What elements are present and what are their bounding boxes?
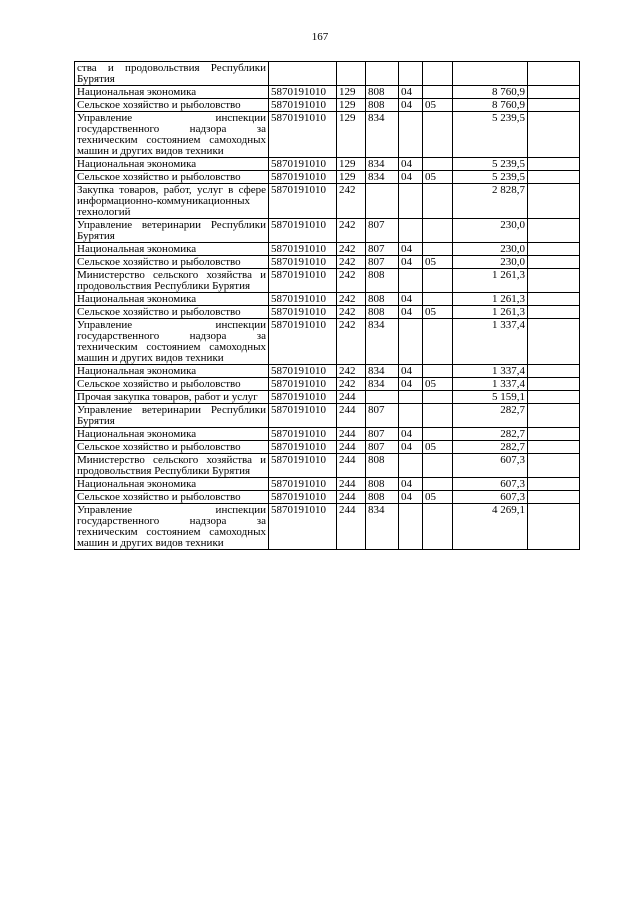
row-name-cell: ства и продовольствия Республики Бурятия xyxy=(75,62,269,86)
table-row xyxy=(75,319,580,365)
expense-type-cell: 244 xyxy=(337,391,366,404)
row-name-cell: Национальная экономика xyxy=(75,293,269,306)
administrator-code-cell: 807 xyxy=(366,243,399,256)
subsection-cell xyxy=(423,391,453,404)
administrator-code-cell xyxy=(366,184,399,219)
extra-cell xyxy=(528,184,580,219)
section-cell xyxy=(399,269,423,293)
expense-type-cell: 244 xyxy=(337,478,366,491)
target-article-cell: 5870191010 xyxy=(269,491,337,504)
subsection-cell: 05 xyxy=(423,256,453,269)
expense-type-cell: 242 xyxy=(337,219,366,243)
table-row xyxy=(75,391,580,404)
amount-cell: 8 760,9 xyxy=(453,99,528,112)
administrator-code-cell: 808 xyxy=(366,478,399,491)
extra-cell xyxy=(528,404,580,428)
table-row xyxy=(75,504,580,550)
target-article-cell: 5870191010 xyxy=(269,184,337,219)
subsection-cell xyxy=(423,319,453,365)
administrator-code-cell: 834 xyxy=(366,158,399,171)
subsection-cell xyxy=(423,86,453,99)
expense-type-cell: 242 xyxy=(337,243,366,256)
target-article-cell xyxy=(269,62,337,86)
subsection-cell: 05 xyxy=(423,99,453,112)
section-cell: 04 xyxy=(399,243,423,256)
extra-cell xyxy=(528,478,580,491)
expense-type-cell: 242 xyxy=(337,184,366,219)
row-name-cell: Управление инспекции государственного надзора за техническим состоянием самоходных машин и других видов техники xyxy=(75,112,269,158)
target-article-cell: 5870191010 xyxy=(269,378,337,391)
expense-type-cell: 244 xyxy=(337,404,366,428)
row-name-cell: Управление ветеринарии Республики Бурятия xyxy=(75,219,269,243)
extra-cell xyxy=(528,158,580,171)
extra-cell xyxy=(528,293,580,306)
subsection-cell xyxy=(423,112,453,158)
amount-cell: 8 760,9 xyxy=(453,86,528,99)
extra-cell xyxy=(528,243,580,256)
amount-cell: 1 261,3 xyxy=(453,306,528,319)
administrator-code-cell xyxy=(366,62,399,86)
row-name-cell: Национальная экономика xyxy=(75,365,269,378)
budget-table-body xyxy=(75,62,580,550)
administrator-code-cell xyxy=(366,391,399,404)
section-cell xyxy=(399,454,423,478)
table-row xyxy=(75,184,580,219)
administrator-code-cell: 808 xyxy=(366,99,399,112)
target-article-cell: 5870191010 xyxy=(269,219,337,243)
administrator-code-cell: 834 xyxy=(366,365,399,378)
table-row xyxy=(75,219,580,243)
amount-cell: 282,7 xyxy=(453,428,528,441)
row-name-cell: Сельское хозяйство и рыболовство xyxy=(75,306,269,319)
table-row xyxy=(75,171,580,184)
subsection-cell: 05 xyxy=(423,171,453,184)
extra-cell xyxy=(528,269,580,293)
table-row xyxy=(75,478,580,491)
section-cell: 04 xyxy=(399,365,423,378)
administrator-code-cell: 834 xyxy=(366,171,399,184)
section-cell: 04 xyxy=(399,491,423,504)
extra-cell xyxy=(528,491,580,504)
table-row xyxy=(75,293,580,306)
expense-type-cell: 129 xyxy=(337,171,366,184)
target-article-cell: 5870191010 xyxy=(269,404,337,428)
table-row xyxy=(75,441,580,454)
target-article-cell: 5870191010 xyxy=(269,365,337,378)
extra-cell xyxy=(528,504,580,550)
target-article-cell: 5870191010 xyxy=(269,306,337,319)
amount-cell: 4 269,1 xyxy=(453,504,528,550)
subsection-cell xyxy=(423,365,453,378)
row-name-cell: Сельское хозяйство и рыболовство xyxy=(75,171,269,184)
subsection-cell: 05 xyxy=(423,491,453,504)
target-article-cell: 5870191010 xyxy=(269,171,337,184)
table-row xyxy=(75,365,580,378)
administrator-code-cell: 834 xyxy=(366,378,399,391)
administrator-code-cell: 807 xyxy=(366,428,399,441)
amount-cell: 2 828,7 xyxy=(453,184,528,219)
administrator-code-cell: 808 xyxy=(366,86,399,99)
budget-table xyxy=(74,61,580,550)
expense-type-cell: 244 xyxy=(337,491,366,504)
section-cell: 04 xyxy=(399,171,423,184)
expense-type-cell: 242 xyxy=(337,293,366,306)
amount-cell: 1 261,3 xyxy=(453,293,528,306)
extra-cell xyxy=(528,99,580,112)
subsection-cell xyxy=(423,219,453,243)
table-row xyxy=(75,112,580,158)
expense-type-cell: 242 xyxy=(337,269,366,293)
section-cell: 04 xyxy=(399,441,423,454)
administrator-code-cell: 808 xyxy=(366,491,399,504)
administrator-code-cell: 807 xyxy=(366,219,399,243)
expense-type-cell: 129 xyxy=(337,112,366,158)
administrator-code-cell: 834 xyxy=(366,504,399,550)
row-name-cell: Прочая закупка товаров, работ и услуг xyxy=(75,391,269,404)
section-cell: 04 xyxy=(399,293,423,306)
expense-type-cell: 244 xyxy=(337,504,366,550)
amount-cell: 5 239,5 xyxy=(453,158,528,171)
target-article-cell: 5870191010 xyxy=(269,441,337,454)
section-cell xyxy=(399,391,423,404)
section-cell xyxy=(399,219,423,243)
section-cell: 04 xyxy=(399,428,423,441)
row-name-cell: Сельское хозяйство и рыболовство xyxy=(75,441,269,454)
table-row xyxy=(75,86,580,99)
expense-type-cell xyxy=(337,62,366,86)
subsection-cell xyxy=(423,269,453,293)
extra-cell xyxy=(528,112,580,158)
expense-type-cell: 242 xyxy=(337,306,366,319)
administrator-code-cell: 807 xyxy=(366,441,399,454)
row-name-cell: Управление ветеринарии Республики Бурятия xyxy=(75,404,269,428)
row-name-cell: Управление инспекции государственного надзора за техническим состоянием самоходных машин и других видов техники xyxy=(75,319,269,365)
table-row xyxy=(75,99,580,112)
extra-cell xyxy=(528,256,580,269)
table-row xyxy=(75,243,580,256)
table-row xyxy=(75,158,580,171)
target-article-cell: 5870191010 xyxy=(269,391,337,404)
administrator-code-cell: 834 xyxy=(366,112,399,158)
table-row xyxy=(75,378,580,391)
expense-type-cell: 244 xyxy=(337,428,366,441)
extra-cell xyxy=(528,378,580,391)
table-row xyxy=(75,269,580,293)
row-name-cell: Министерство сельского хозяйства и продовольствия Республики Бурятия xyxy=(75,454,269,478)
extra-cell xyxy=(528,306,580,319)
extra-cell xyxy=(528,62,580,86)
expense-type-cell: 129 xyxy=(337,158,366,171)
extra-cell xyxy=(528,219,580,243)
amount-cell: 5 239,5 xyxy=(453,171,528,184)
section-cell: 04 xyxy=(399,86,423,99)
extra-cell xyxy=(528,319,580,365)
subsection-cell xyxy=(423,293,453,306)
extra-cell xyxy=(528,428,580,441)
subsection-cell xyxy=(423,504,453,550)
target-article-cell: 5870191010 xyxy=(269,428,337,441)
amount-cell: 607,3 xyxy=(453,478,528,491)
expense-type-cell: 244 xyxy=(337,454,366,478)
row-name-cell: Сельское хозяйство и рыболовство xyxy=(75,99,269,112)
administrator-code-cell: 807 xyxy=(366,404,399,428)
amount-cell: 5 239,5 xyxy=(453,112,528,158)
amount-cell: 1 337,4 xyxy=(453,319,528,365)
section-cell xyxy=(399,504,423,550)
amount-cell: 607,3 xyxy=(453,454,528,478)
target-article-cell: 5870191010 xyxy=(269,478,337,491)
extra-cell xyxy=(528,365,580,378)
amount-cell: 282,7 xyxy=(453,441,528,454)
target-article-cell: 5870191010 xyxy=(269,86,337,99)
section-cell xyxy=(399,184,423,219)
target-article-cell: 5870191010 xyxy=(269,319,337,365)
extra-cell xyxy=(528,391,580,404)
expense-type-cell: 129 xyxy=(337,99,366,112)
subsection-cell: 05 xyxy=(423,378,453,391)
amount-cell: 1 337,4 xyxy=(453,365,528,378)
administrator-code-cell: 807 xyxy=(366,256,399,269)
subsection-cell xyxy=(423,158,453,171)
section-cell: 04 xyxy=(399,256,423,269)
section-cell xyxy=(399,404,423,428)
row-name-cell: Управление инспекции государственного надзора за техническим состоянием самоходных машин и других видов техники xyxy=(75,504,269,550)
table-row xyxy=(75,62,580,86)
amount-cell: 5 159,1 xyxy=(453,391,528,404)
amount-cell: 1 261,3 xyxy=(453,269,528,293)
administrator-code-cell: 808 xyxy=(366,454,399,478)
section-cell: 04 xyxy=(399,99,423,112)
target-article-cell: 5870191010 xyxy=(269,269,337,293)
amount-cell: 230,0 xyxy=(453,256,528,269)
subsection-cell xyxy=(423,404,453,428)
administrator-code-cell: 834 xyxy=(366,319,399,365)
target-article-cell: 5870191010 xyxy=(269,158,337,171)
section-cell: 04 xyxy=(399,378,423,391)
target-article-cell: 5870191010 xyxy=(269,243,337,256)
subsection-cell: 05 xyxy=(423,441,453,454)
table-row xyxy=(75,491,580,504)
target-article-cell: 5870191010 xyxy=(269,293,337,306)
amount-cell: 230,0 xyxy=(453,243,528,256)
expense-type-cell: 242 xyxy=(337,378,366,391)
row-name-cell: Закупка товаров, работ, услуг в сфере информационно-коммуникационных технологий xyxy=(75,184,269,219)
row-name-cell: Сельское хозяйство и рыболовство xyxy=(75,378,269,391)
target-article-cell: 5870191010 xyxy=(269,504,337,550)
subsection-cell: 05 xyxy=(423,306,453,319)
row-name-cell: Национальная экономика xyxy=(75,243,269,256)
page-number: 167 xyxy=(311,31,329,43)
table-row xyxy=(75,428,580,441)
target-article-cell: 5870191010 xyxy=(269,454,337,478)
target-article-cell: 5870191010 xyxy=(269,99,337,112)
amount-cell: 230,0 xyxy=(453,219,528,243)
section-cell: 04 xyxy=(399,306,423,319)
subsection-cell xyxy=(423,478,453,491)
table-row xyxy=(75,256,580,269)
row-name-cell: Национальная экономика xyxy=(75,158,269,171)
section-cell xyxy=(399,62,423,86)
expense-type-cell: 244 xyxy=(337,441,366,454)
amount-cell: 607,3 xyxy=(453,491,528,504)
target-article-cell: 5870191010 xyxy=(269,112,337,158)
expense-type-cell: 242 xyxy=(337,365,366,378)
row-name-cell: Сельское хозяйство и рыболовство xyxy=(75,491,269,504)
administrator-code-cell: 808 xyxy=(366,269,399,293)
extra-cell xyxy=(528,86,580,99)
administrator-code-cell: 808 xyxy=(366,306,399,319)
table-row xyxy=(75,404,580,428)
row-name-cell: Национальная экономика xyxy=(75,428,269,441)
section-cell: 04 xyxy=(399,158,423,171)
row-name-cell: Сельское хозяйство и рыболовство xyxy=(75,256,269,269)
extra-cell xyxy=(528,171,580,184)
extra-cell xyxy=(528,441,580,454)
administrator-code-cell: 808 xyxy=(366,293,399,306)
amount-cell: 1 337,4 xyxy=(453,378,528,391)
extra-cell xyxy=(528,454,580,478)
amount-cell xyxy=(453,62,528,86)
section-cell xyxy=(399,319,423,365)
expense-type-cell: 242 xyxy=(337,319,366,365)
table-row xyxy=(75,454,580,478)
subsection-cell xyxy=(423,454,453,478)
expense-type-cell: 129 xyxy=(337,86,366,99)
subsection-cell xyxy=(423,243,453,256)
row-name-cell: Национальная экономика xyxy=(75,86,269,99)
target-article-cell: 5870191010 xyxy=(269,256,337,269)
section-cell xyxy=(399,112,423,158)
subsection-cell xyxy=(423,428,453,441)
subsection-cell xyxy=(423,62,453,86)
row-name-cell: Министерство сельского хозяйства и продовольствия Республики Бурятия xyxy=(75,269,269,293)
section-cell: 04 xyxy=(399,478,423,491)
expense-type-cell: 242 xyxy=(337,256,366,269)
row-name-cell: Национальная экономика xyxy=(75,478,269,491)
table-row xyxy=(75,306,580,319)
amount-cell: 282,7 xyxy=(453,404,528,428)
subsection-cell xyxy=(423,184,453,219)
